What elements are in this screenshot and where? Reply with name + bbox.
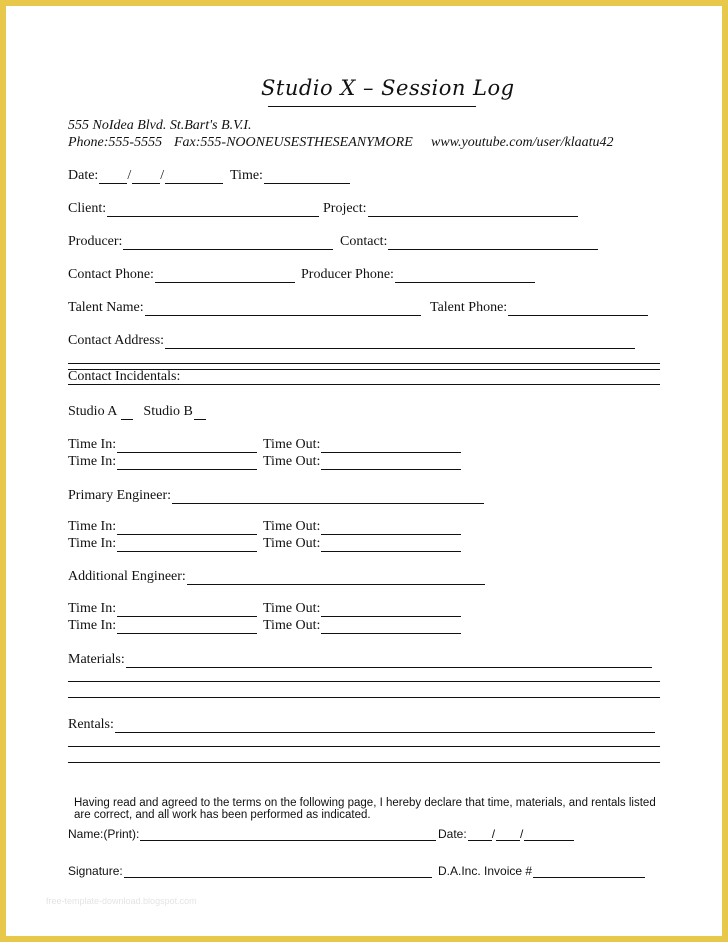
producer-field[interactable]: Producer: bbox=[68, 234, 333, 250]
name-print-field[interactable]: Name:(Print): bbox=[68, 826, 436, 841]
time-out-field[interactable]: Time Out: bbox=[263, 601, 461, 617]
contact-field[interactable]: Contact: bbox=[340, 234, 598, 250]
page-title: Studio X – Session Log bbox=[261, 76, 515, 100]
studio-b-mark[interactable] bbox=[194, 405, 206, 420]
studio-a-label: Studio A bbox=[68, 404, 118, 419]
declaration-text: Having read and agreed to the terms on the following page, I hereby declare that time, materials, and rentals listed are correct, and all work has been performed as indicated. bbox=[74, 797, 656, 821]
time-in-field[interactable]: Time In: bbox=[68, 618, 257, 634]
time-out-field[interactable]: Time Out: bbox=[263, 454, 461, 470]
session-log-page bbox=[6, 6, 722, 936]
title-underline bbox=[268, 106, 476, 107]
incidentals-line[interactable] bbox=[68, 384, 660, 385]
website-text: www.youtube.com/user/klaatu42 bbox=[431, 135, 614, 150]
studio-a-mark[interactable] bbox=[121, 405, 133, 420]
rentals-line[interactable] bbox=[68, 746, 660, 747]
contact-address-field[interactable]: Contact Address: bbox=[68, 333, 635, 349]
contact-phone-field[interactable]: Contact Phone: bbox=[68, 267, 295, 283]
date-label: Date: bbox=[68, 168, 99, 183]
time-in-field[interactable]: Time In: bbox=[68, 536, 257, 552]
talent-phone-field[interactable]: Talent Phone: bbox=[430, 300, 648, 316]
contact-incidentals-label: Contact Incidentals: bbox=[68, 369, 181, 384]
studio-selection[interactable] bbox=[68, 404, 206, 420]
project-field[interactable]: Project: bbox=[323, 201, 578, 217]
signoff-date-field[interactable]: Date: / / bbox=[438, 826, 574, 841]
phone-text: Phone:555-5555 bbox=[68, 135, 163, 150]
time-field[interactable] bbox=[230, 168, 350, 184]
incidentals-top-line bbox=[68, 369, 660, 370]
rentals-field[interactable]: Rentals: bbox=[68, 717, 655, 733]
time-in-field[interactable]: Time In: bbox=[68, 437, 257, 453]
primary-engineer-field[interactable]: Primary Engineer: bbox=[68, 488, 484, 504]
materials-field[interactable]: Materials: bbox=[68, 652, 652, 668]
rentals-line[interactable] bbox=[68, 762, 660, 763]
signature-field[interactable]: Signature: bbox=[68, 863, 432, 878]
time-out-field[interactable]: Time Out: bbox=[263, 519, 461, 535]
time-label: Time: bbox=[230, 168, 263, 183]
fax-text: Fax:555-NOONEUSESTHESEANYMORE bbox=[174, 135, 413, 150]
address-line: 555 NoIdea Blvd. St.Bart's B.V.I. bbox=[68, 118, 252, 133]
producer-phone-field[interactable]: Producer Phone: bbox=[301, 267, 535, 283]
time-out-field[interactable]: Time Out: bbox=[263, 437, 461, 453]
additional-engineer-field[interactable]: Additional Engineer: bbox=[68, 569, 485, 585]
talent-name-field[interactable]: Talent Name: bbox=[68, 300, 421, 316]
watermark-text: free-template-download.blogspot.com bbox=[46, 896, 197, 906]
contact-address-extra-line[interactable] bbox=[68, 363, 660, 364]
materials-line[interactable] bbox=[68, 697, 660, 698]
invoice-field[interactable]: D.A.Inc. Invoice # bbox=[438, 863, 645, 878]
time-in-field[interactable]: Time In: bbox=[68, 601, 257, 617]
time-out-field[interactable]: Time Out: bbox=[263, 618, 461, 634]
materials-line[interactable] bbox=[68, 681, 660, 682]
time-in-field[interactable]: Time In: bbox=[68, 519, 257, 535]
studio-b-label: Studio B bbox=[143, 404, 193, 419]
client-field[interactable]: Client: bbox=[68, 201, 319, 217]
date-field[interactable]: Date: / / bbox=[68, 168, 223, 184]
time-in-field[interactable]: Time In: bbox=[68, 454, 257, 470]
time-out-field[interactable]: Time Out: bbox=[263, 536, 461, 552]
